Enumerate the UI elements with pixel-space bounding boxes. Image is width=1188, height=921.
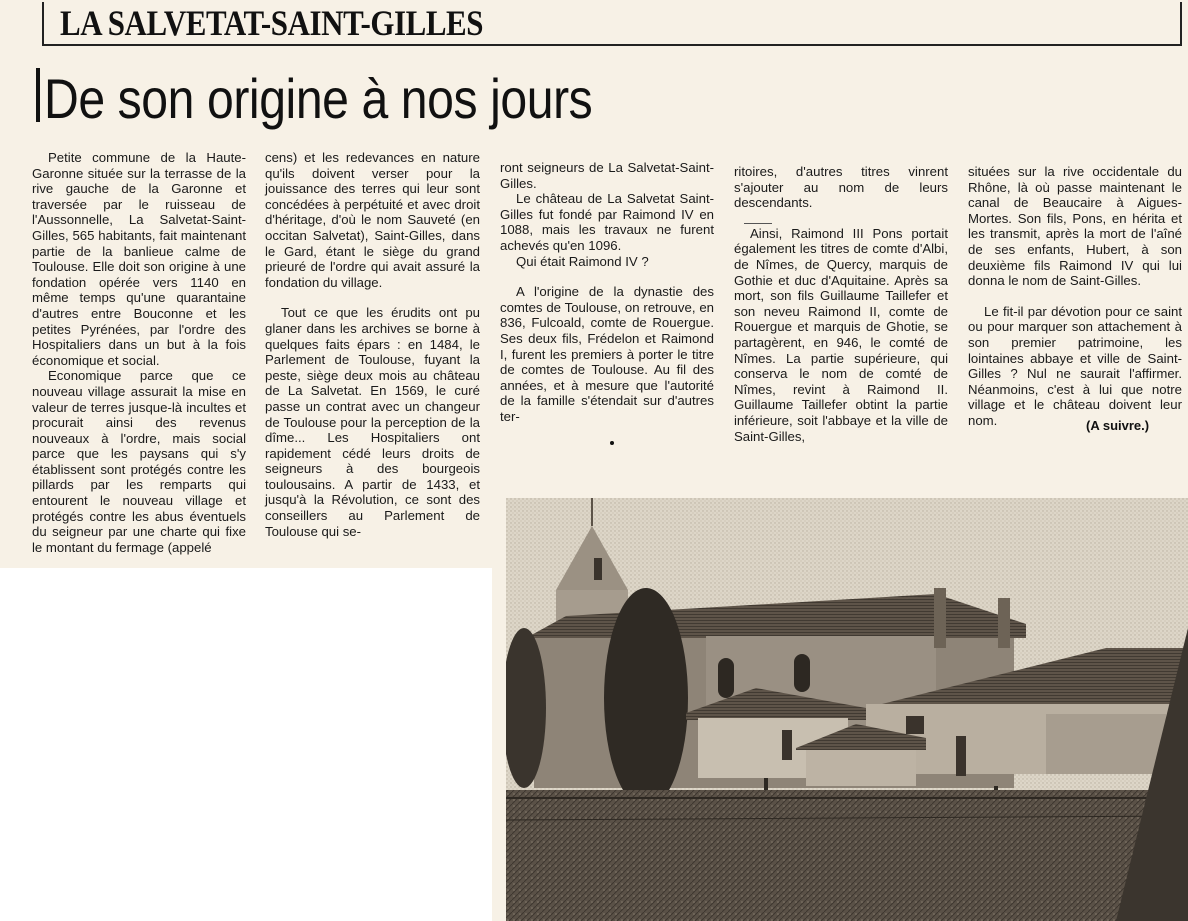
article-column-5 [968,164,1182,429]
paragraph: Le fit-il par dévotion pour ce saint ou pour marquer son attachement à son premier patrimoine, les lointaines abbaye et ville de Saint-Gilles ? Nul ne saurait l'affirmer. Néanmoins, c'est à lui que notre village et le château doivent leur nom. [968,303,1182,428]
chateau-photo [506,498,1188,921]
paragraph: Petite commune de la Haute-Garonne située sur la terrasse de la rive gauche de la Garonne et traversée par le ruisseau de l'Aussonnelle, La Salvetat-Saint-Gilles, 565 habitants, fait maintenant partie de la banlieue calme de Toulouse. Elle doit son origine à une fondation opérée vers 1140 en même temps qu'une quarantaine d'autres entre Bouconne et les petites Pyrénées, par l'ordre des Hospitaliers dans un but à la fois économique et social. [32,150,246,368]
paragraph: situées sur la rive occidentale du Rhône, là où passe maintenant le canal de Beaucaire à Aigues-Mortes. Son fils, Pons, en hérita et les transmit, après la mort de l'aîné de ses enfants, Hubert, à son deuxième fils Raimond IV qui lui donna le nom de Saint-Gilles. [968,164,1182,289]
separator-mark [744,223,772,224]
article-column-4 [734,164,948,444]
paragraph: A l'origine de la dynastie des comtes de Toulouse, on retrouve, en 836, Fulcoald, comte de Rouergue. Ses deux fils, Frédelon et Raimond I, furent les premiers à porter le titre de comtes de Toulouse. Au fil des années, et à mesure que l'autorité de la famille s'étendait sur d'autres ter- [500,284,714,424]
paragraph: Le château de La Salvetat Saint-Gilles fut fondé par Raimond IV en 1088, mais les travaux ne furent achevés qu'en 1096. [500,191,714,253]
headline-rule [36,68,40,122]
subheading: Qui était Raimond IV ? [516,253,649,269]
section-title: LA SALVETAT-SAINT-GILLES [60,3,484,43]
paragraph: ront seigneurs de La Salvetat-Saint-Gilles. [500,160,714,191]
paragraph: cens) et les redevances en nature qu'ils doivent verser pour la jouissance des terres qui leur sont concédées à perpétuité et avec droit d'héritage, d'où le nom Sauveté (en occitan Salvetat), Saint-Gilles, dans le Gard, étant le siège du grand prieuré de l'ordre qui avait assuré la fondation du village. [265,150,480,290]
article-headline: De son origine à nos jours [44,67,593,130]
ink-dot [610,441,614,445]
article-column-1 [32,150,246,555]
paragraph: Economique parce que ce nouveau village assurait la mise en valeur de terres jusque-là incultes et procurait ainsi des revenus nouveaux à l'ordre, mais social parce que les paysans qui s'y établissent sont protégés contre les pillards par les remparts qui entourent le nouveau village et protégés contre les abus éventuels du seigneur par une charte qui fixe le montant du fermage (appelé [32,368,246,555]
article-signoff: (A suivre.) [1086,418,1150,433]
paragraph: Ainsi, Raimond III Pons portait également les titres de comte d'Albi, de Nîmes, de Quercy, marquis de Gothie et duc d'Aquitaine. Après sa mort, son fils Guillaume Taillefer et son neveu Raimond II, comte de Rouergue et marquis de Ghotie, se partagèrent, en 946, le comté de Nîmes. La partie supérieure, qui conserva le nom de comté de Nîmes, revint à Raimond II. Guillaume Taillefer obtint la partie inférieure, soit l'abbaye et la ville de Saint-Gilles, [734,225,948,444]
article-column-3 [500,160,714,425]
paragraph: ritoires, d'autres titres vinrent s'ajouter au nom de leurs descendants. [734,164,948,211]
article-column-2 [265,150,480,539]
paragraph: Tout ce que les érudits ont pu glaner dans les archives se borne à quelques faits épars : en 1484, le Parlement de Toulouse, fuyant la peste, siège deux mois au château de La Salvetat. En 1569, le curé passe un contrat avec un changeur de Toulouse pour la perception de la dîme... Les Hospitaliers ont rapidement cédé leurs droits de seigneurs à des bourgeois toulousains. A partir de 1433, et jusqu'à la Révolution, ce sont des conseillers au Parlement de Toulouse qui se- [265,305,480,539]
